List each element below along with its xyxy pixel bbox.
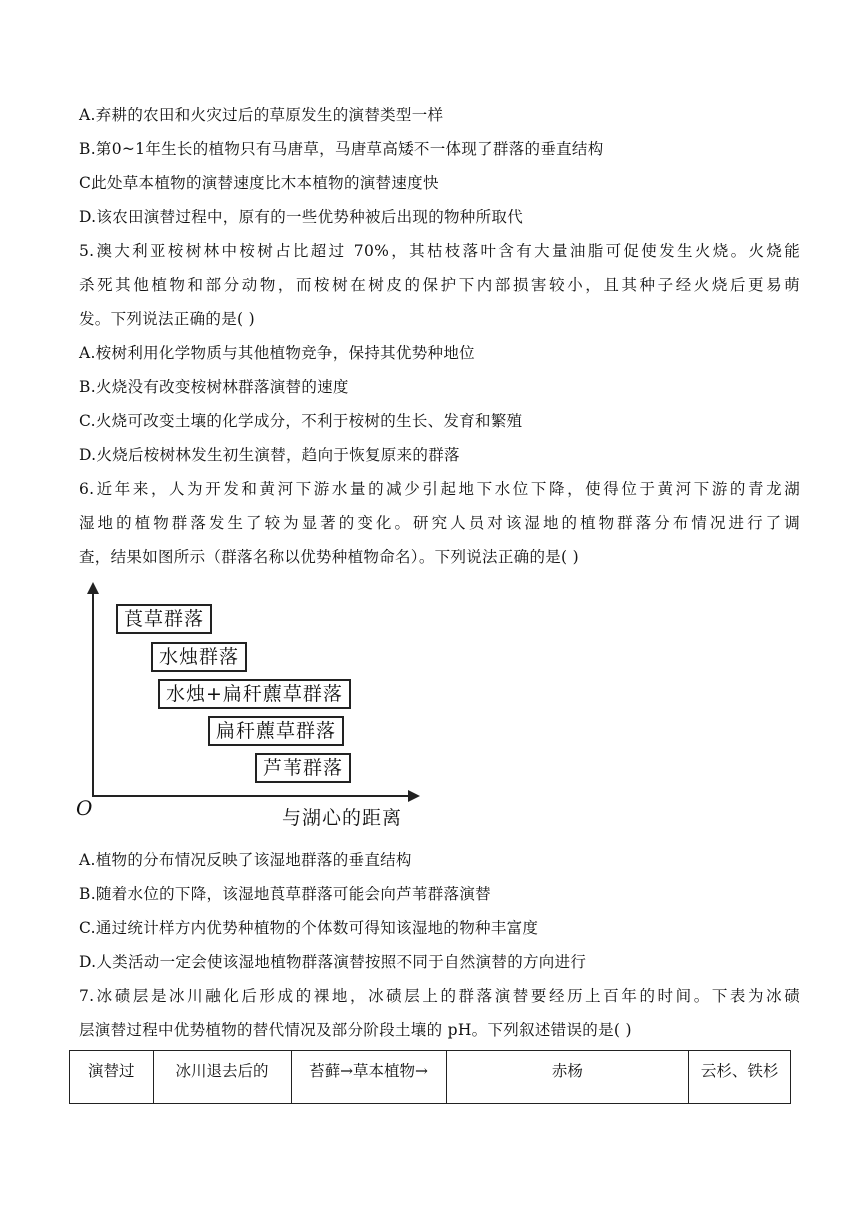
table-cell: 冰川退去后的 [153,1051,291,1104]
table-cell: 苔藓→草本植物→ [291,1051,446,1104]
q7-stem-line-1: 7.冰碛层是冰川融化后形成的裸地，冰碛层上的群落演替要经历上百年的时间。下表为冰碛 [79,987,800,1005]
q5-option-d: D.火烧后桉树林发生初生演替，趋向于恢复原来的群落 [79,446,460,464]
q5-option-b: B.火烧没有改变桉树林群落演替的速度 [79,378,349,396]
q4-option-d: D.该农田演替过程中，原有的一些优势种被后出现的物种所取代 [79,208,524,226]
q6-stem-line-1: 6.近年来，人为开发和黄河下游水量的减少引起地下水位下降，使得位于黄河下游的青龙湖 [79,480,800,498]
q5-stem-line-1: 5.澳大利亚桉树林中桉树占比超过 70%，其枯枝落叶含有大量油脂可促使发生火烧。火烧能 [79,242,800,260]
y-axis [92,592,94,797]
community-box-4: 扁秆藨草群落 [208,716,344,746]
q5-option-a: A.桉树利用化学物质与其他植物竞争，保持其优势种地位 [79,344,475,362]
q6-option-b: B.随着水位的下降，该湿地莨草群落可能会向芦苇群落演替 [79,885,491,903]
community-box-1: 莨草群落 [116,604,212,634]
x-axis-arrow [408,790,420,802]
x-axis-label: 与湖心的距离 [282,807,403,829]
community-box-2: 水烛群落 [151,642,247,672]
q6-stem-line-2: 湿地的植物群落发生了较为显著的变化。研究人员对该湿地的植物群落分布情况进行了调 [79,514,800,532]
succession-table [69,1050,791,1104]
table-cell: 演替过 [70,1051,154,1104]
q5-option-c: C.火烧可改变土壤的化学成分，不利于桉树的生长、发育和繁殖 [79,412,523,430]
q5-stem-line-3: 发。下列说法正确的是( ) [79,310,255,328]
q6-stem-line-3: 查，结果如图所示（群落名称以优势种植物命名）。下列说法正确的是( ) [79,548,579,566]
q7-stem-line-2: 层演替过程中优势植物的替代情况及部分阶段土壤的 pH。下列叙述错误的是( ) [79,1021,632,1039]
q4-option-a: A.弃耕的农田和火灾过后的草原发生的演替类型一样 [79,106,444,124]
q6-option-c: C.通过统计样方内优势种植物的个体数可得知该湿地的物种丰富度 [79,919,539,937]
community-box-3: 水烛+扁秆藨草群落 [158,679,351,709]
table-row [70,1051,791,1104]
origin-label: O [76,796,93,820]
table-cell: 赤杨 [446,1051,689,1104]
table-cell: 云杉、铁杉 [689,1051,791,1104]
community-box-5: 芦苇群落 [255,753,351,783]
x-axis [92,795,410,797]
community-distribution-diagram [70,578,430,830]
q6-option-d: D.人类活动一定会使该湿地植物群落演替按照不同于自然演替的方向进行 [79,953,587,971]
q5-stem-line-2: 杀死其他植物和部分动物，而桉树在树皮的保护下内部损害较小，且其种子经火烧后更易萌 [79,276,800,294]
q4-option-b: B.第0~1年生长的植物只有马唐草，马唐草高矮不一体现了群落的垂直结构 [79,140,604,158]
q6-option-a: A.植物的分布情况反映了该湿地群落的垂直结构 [79,851,412,869]
q4-option-c: C此处草本植物的演替速度比木本植物的演替速度快 [79,174,439,192]
